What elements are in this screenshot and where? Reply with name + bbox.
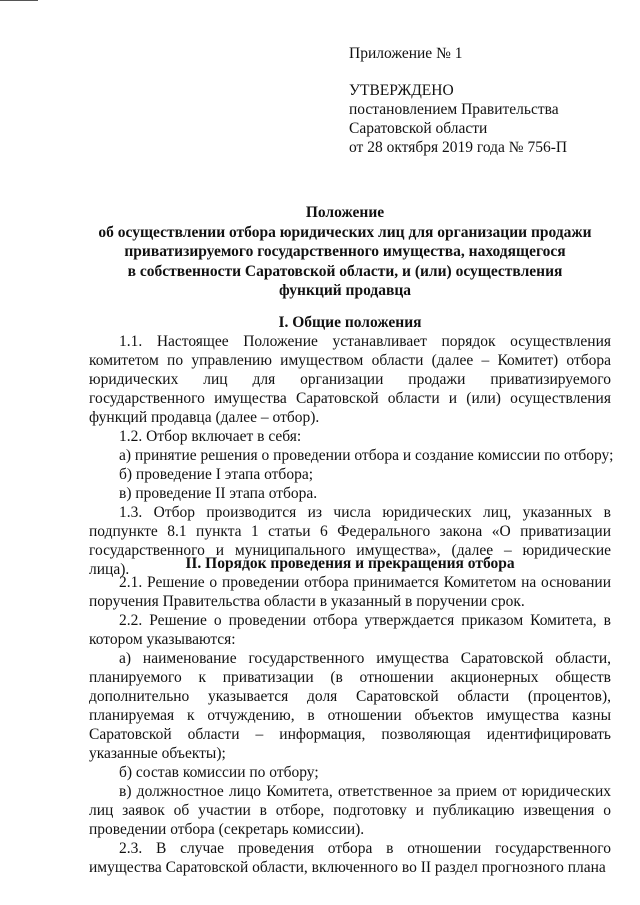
section-general-provisions [89,313,614,579]
list-item: б) состав комиссии по отбору; [119,764,319,781]
title-line: приватизируемого государственного имущества, находящегося [124,243,566,260]
approved-label: УТВЕРЖДЕНО [349,82,454,99]
paragraph-1-3: 1.3. Отбор производится из числа юридических лиц, указанных в подпункте 8.1 пункта 1 статьи 6 Федерального закона «О приватизации государственного и муниципального имущества», (далее – юридические лица). [89,504,611,578]
title-line: функций продавца [278,282,412,299]
title-line: в собственности Саратовской области, и (или) осуществления [127,262,563,280]
title-line: об осуществлении отбора юридических лиц для организации продажи [98,223,592,241]
section-heading: I. Общие положения [278,314,422,331]
paragraph-1-2: 1.2. Отбор включает в себя: [119,428,302,445]
approved-date: от 28 октября 2019 года № 756-П [349,139,568,156]
paragraph-2-2: 2.2. Решение о проведении отбора утверждается приказом Комитета, в котором указываются: [89,612,611,648]
scan-corner-mark [0,0,38,1]
list-item: а) наименование государственного имущества Саратовской области, планируемого к приватизации (в отношении акционерных обществ дополнительно указывается доля Саратовской области (процентов), планируемая к отчуждению, в отношении объектов имущества казны Саратовской области – информация, позволяющая идентифицировать указанные объекты); [89,650,611,762]
list-item: в) должностное лицо Комитета, ответственное за прием от юридических лиц заявок об участии в отборе, подготовку и публикацию извещения о проведении отбора (секретарь комиссии). [89,783,611,838]
appendix-number: Приложение № 1 [349,45,463,62]
approved-by-line-1: постановлением Правительства [349,101,559,118]
list-item: в) проведение II этапа отбора. [119,485,318,502]
title-line: Положение [305,204,385,221]
paragraph-2-3: 2.3. В случае проведения отбора в отношении государственного имущества Саратовской области, включенного во II раздел прогнозного плана [89,840,611,876]
document-title [90,203,600,301]
section-heading: II. Порядок проведения и прекращения отбора [185,555,515,572]
list-item: б) проведение I этапа отбора; [119,466,313,483]
approved-by-line-2: Саратовской области [349,120,488,137]
paragraph-1-1: 1.1. Настоящее Положение устанавливает порядок осуществления комитетом по управлению имуществом области (далее – Комитет) отбора юридических лиц для организации продажи приватизируемого государственного имущества Саратовской области и (или) осуществления функций продавца (далее – отбор). [89,333,611,426]
approval-header [349,44,629,157]
list-item: а) принятие решения о проведении отбора и создание комиссии по отбору; [119,447,614,464]
paragraph-2-1: 2.1. Решение о проведении отбора принимается Комитетом на основании поручения Правительства области в указанный в поручении срок. [89,574,611,610]
section-procedure [89,554,611,877]
